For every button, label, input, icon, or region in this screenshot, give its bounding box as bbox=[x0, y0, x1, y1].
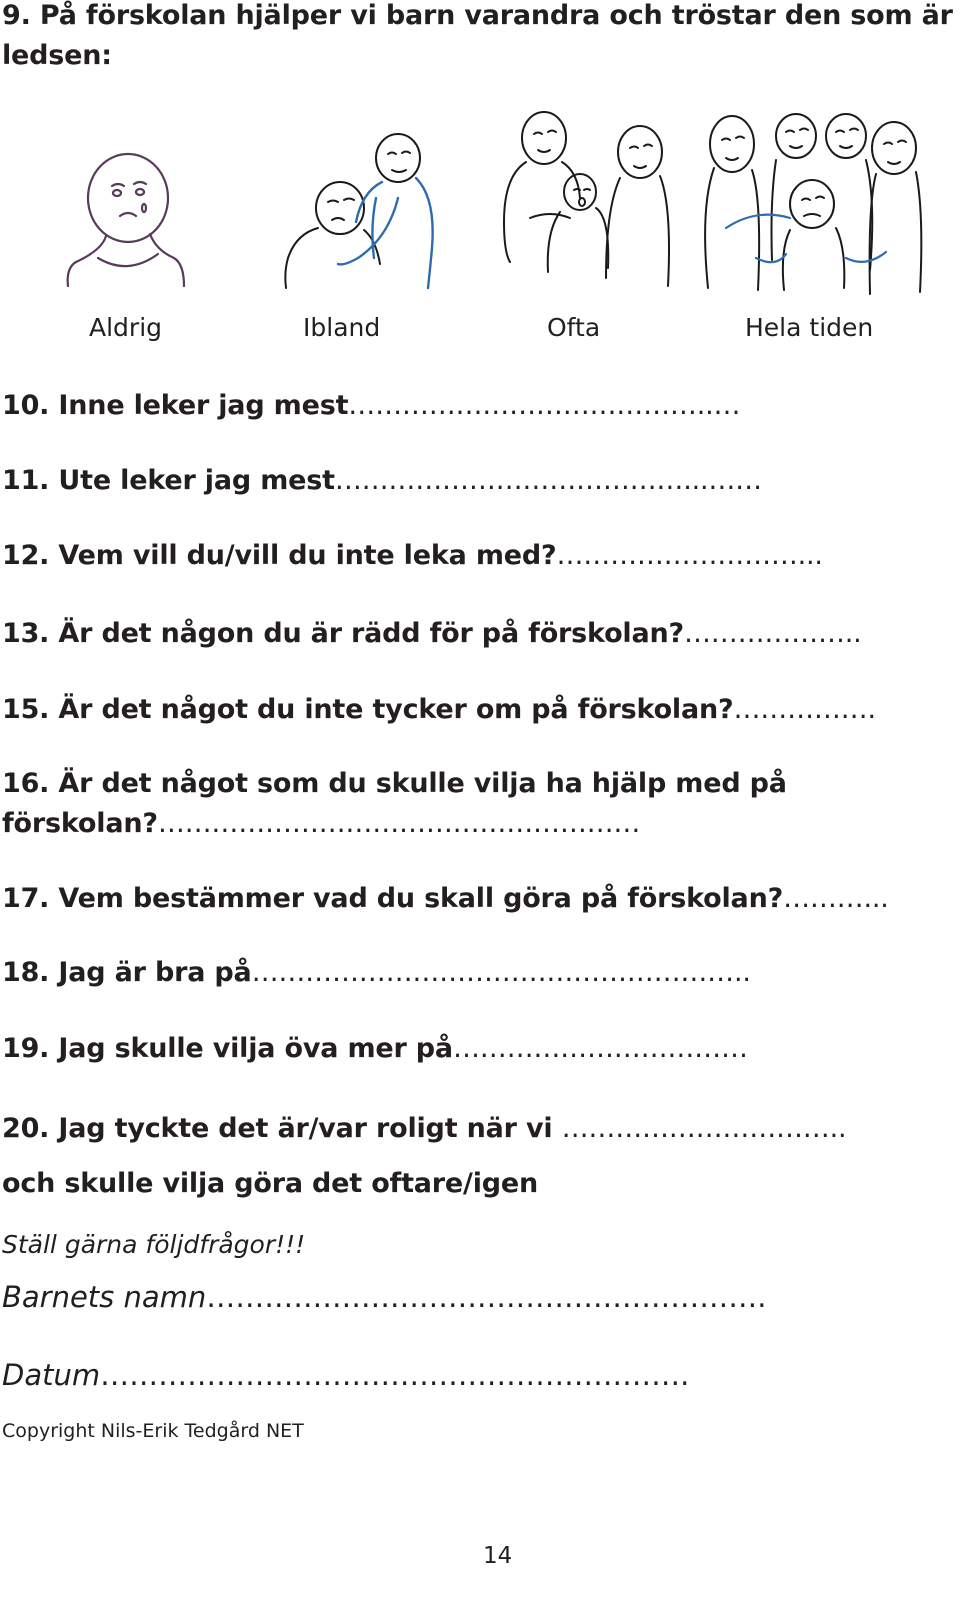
question-17 bbox=[2, 883, 889, 914]
question-16-line2 bbox=[2, 808, 640, 839]
copyright-text: Copyright Nils-Erik Tedgård NET bbox=[2, 1420, 304, 1442]
question-15-text: 15. Är det något du inte tycker om på förskolan? bbox=[2, 694, 734, 725]
question-20-answer-line[interactable]: ………………………….. bbox=[561, 1113, 847, 1144]
followup-hint: Ställ gärna följdfrågor!!! bbox=[2, 1230, 306, 1259]
question-10 bbox=[2, 390, 740, 421]
question-13-text: 13. Är det någon du är rädd för på förskolan? bbox=[2, 618, 684, 649]
question-19-answer-line[interactable]: …………………………… bbox=[452, 1033, 748, 1064]
scale-label-ofta: Ofta bbox=[547, 313, 601, 342]
scale-label-hela-tiden: Hela tiden bbox=[745, 313, 874, 342]
question-16-text: förskolan? bbox=[2, 808, 158, 839]
scale-label-ibland: Ibland bbox=[303, 313, 381, 342]
child-name-field bbox=[2, 1280, 767, 1314]
question-16-answer-line[interactable]: ……………………………………………… bbox=[157, 808, 641, 839]
question-10-answer-line[interactable]: …………………………………..… bbox=[348, 390, 741, 421]
question-20-text: 20. Jag tyckte det är/var roligt när vi bbox=[2, 1113, 562, 1144]
question-20 bbox=[2, 1113, 846, 1144]
q9-heading-line1: 9. På förskolan hjälper vi barn varandra och tröstar den som är bbox=[2, 0, 953, 31]
q9-heading-line2: ledsen: bbox=[2, 40, 112, 71]
question-20-continuation: och skulle vilja göra det oftare/igen bbox=[2, 1168, 539, 1199]
question-19 bbox=[2, 1033, 748, 1064]
question-16-line1: 16. Är det något som du skulle vilja ha hjälp med på bbox=[2, 768, 787, 799]
question-18-text: 18. Jag är bra på bbox=[2, 957, 252, 988]
date-answer-line[interactable]: ……………………………………………………. bbox=[100, 1358, 690, 1392]
sad-child-figure-aldrig bbox=[60, 148, 190, 288]
question-15 bbox=[2, 694, 876, 725]
question-13 bbox=[2, 618, 862, 649]
question-11 bbox=[2, 465, 762, 496]
date-label: Datum bbox=[2, 1358, 101, 1392]
page-number: 14 bbox=[483, 1543, 513, 1569]
group-of-three-figure-ofta bbox=[500, 108, 672, 292]
question-11-answer-line[interactable]: …………………………………...…… bbox=[334, 465, 762, 496]
question-18 bbox=[2, 957, 751, 988]
child-name-label: Barnets namn bbox=[2, 1280, 207, 1314]
question-12-answer-line[interactable]: ………………………... bbox=[556, 540, 823, 571]
question-10-text: 10. Inne leker jag mest bbox=[2, 390, 349, 421]
scale-label-aldrig: Aldrig bbox=[89, 313, 163, 342]
large-group-figure-hela-tiden bbox=[696, 108, 924, 304]
question-12-text: 12. Vem vill du/vill du inte leka med? bbox=[2, 540, 557, 571]
question-19-text: 19. Jag skulle vilja öva mer på bbox=[2, 1033, 453, 1064]
question-17-text: 17. Vem bestämmer vad du skall göra på förskolan? bbox=[2, 883, 784, 914]
question-17-answer-line[interactable]: ………... bbox=[783, 883, 889, 914]
question-12 bbox=[2, 540, 823, 571]
date-field bbox=[2, 1358, 689, 1392]
comforting-pair-figure-ibland bbox=[278, 128, 438, 290]
question-11-text: 11. Ute leker jag mest bbox=[2, 465, 335, 496]
child-name-answer-line[interactable]: …………………………………………………. bbox=[206, 1280, 767, 1314]
question-13-answer-line[interactable]: ……………….. bbox=[683, 618, 862, 649]
question-15-answer-line[interactable]: ……………. bbox=[733, 694, 876, 725]
question-18-answer-line[interactable]: ……………………………………………….. bbox=[251, 957, 751, 988]
